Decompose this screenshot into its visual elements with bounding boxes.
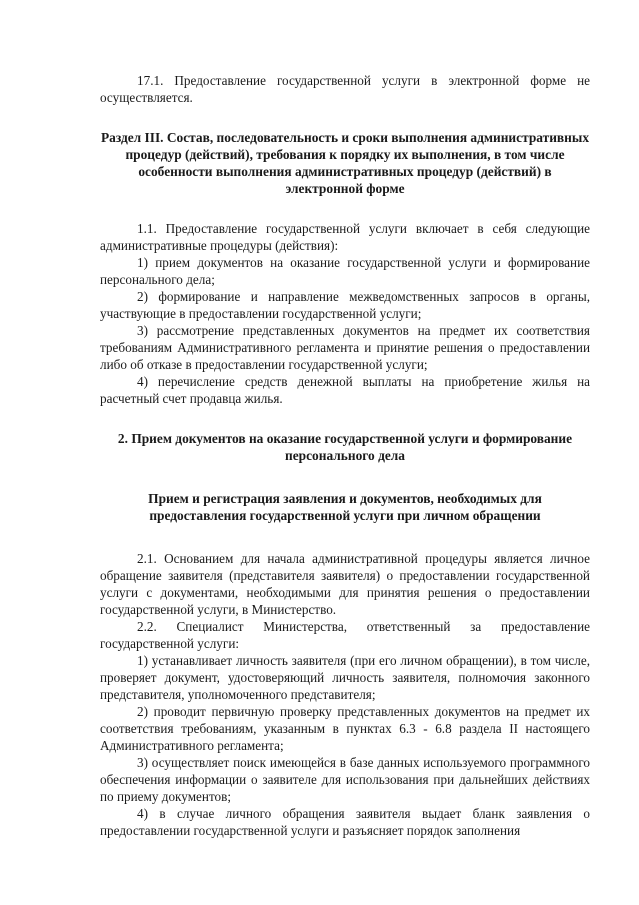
document-body bbox=[100, 72, 590, 839]
procedure-item: 4) перечисление средств денежной выплаты на приобретение жилья на расчетный счет продавца жилья. bbox=[100, 374, 590, 406]
procedure-item: 2) формирование и направление межведомственных запросов в органы, участвующие в предоставлении государственной услуги; bbox=[100, 289, 590, 321]
procedure-item: 1) прием документов на оказание государственной услуги и формирование персонального дела; bbox=[100, 255, 590, 287]
procedure-item: 3) рассмотрение представленных документов на предмет их соответствия требованиям Административного регламента и принятие решения о предоставлении либо об отказе в предоставлении государственной услуги; bbox=[100, 323, 590, 372]
specialist-action-item: 1) устанавливает личность заявителя (при его личном обращении), в том числе, проверяет документ, удостоверяющий личность заявителя, полномочия законного представителя, уполномоченного представителя; bbox=[100, 653, 590, 702]
paragraph-1-1: 1.1. Предоставление государственной услуги включает в себя следующие административные процедуры (действия): bbox=[100, 221, 590, 253]
paragraph-2-2: 2.2. Специалист Министерства, ответственный за предоставление государственной услуги: bbox=[100, 619, 590, 651]
intro-paragraph: 17.1. Предоставление государственной услуги в электронной форме не осуществляется. bbox=[100, 73, 590, 105]
specialist-action-item: 4) в случае личного обращения заявителя выдает бланк заявления о предоставлении государственной услуги и разъясняет порядок заполнения bbox=[100, 806, 590, 838]
section-2-heading: 2. Прием документов на оказание государственной услуги и формирование персонального дела bbox=[117, 431, 573, 463]
specialist-action-item: 2) проводит первичную проверку представленных документов на предмет их соответствия требованиям, указанным в пунктах 6.3 - 6.8 раздела II настоящего Административного регламента; bbox=[100, 704, 590, 753]
subsection-heading: Прием и регистрация заявления и документов, необходимых для предоставления государственной услуги при личном обращении bbox=[148, 491, 542, 523]
specialist-action-item: 3) осуществляет поиск имеющейся в базе данных используемого программного обеспечения информации о заявителе для использования при дальнейших действиях по приему документов; bbox=[100, 755, 590, 804]
section-3-heading: Раздел III. Состав, последовательность и сроки выполнения административных процедур (действий), требования к порядку их выполнения, в том числе особенности выполнения административных процедур (действий) в электронной форме bbox=[100, 130, 590, 196]
paragraph-2-1: 2.1. Основанием для начала административной процедуры является личное обращение заявителя (представителя заявителя) о предоставлении государственной услуги с документами, необходимыми для принятия решения о предоставлении государственной услуги, в Министерство. bbox=[100, 551, 590, 617]
